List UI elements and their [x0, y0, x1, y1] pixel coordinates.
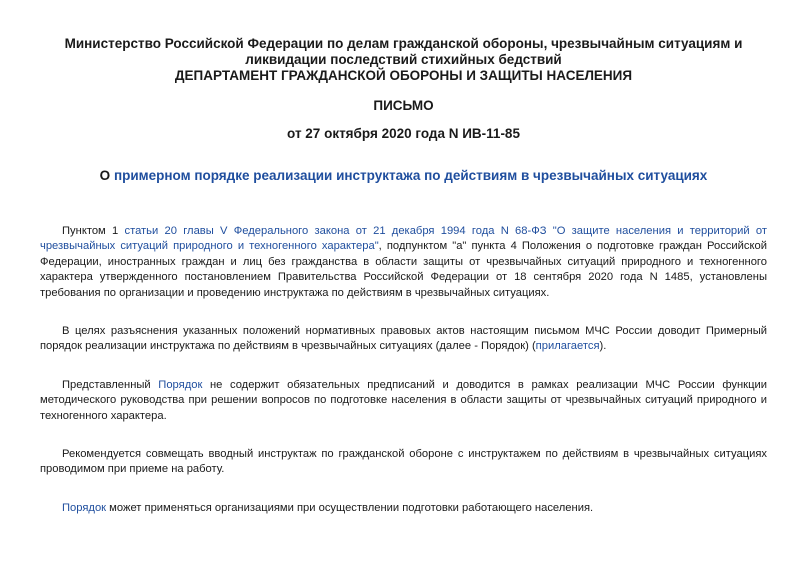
paragraph-5-text-end: может применяться организациями при осуществлении подготовки работающего населения.: [106, 501, 594, 514]
paragraph-3-text-end: не содержит обязательных предписаний и доводится в рамках реализации МЧС России функции методического руководства при решении вопросов по подготовке населения в области защиты от чрезвычайных ситуаций природного и техногенного характера.: [40, 378, 767, 422]
paragraph-3: [40, 378, 767, 424]
document-number: от 27 октября 2020 года N ИВ-11-85: [287, 126, 520, 141]
paragraph-4-text: Рекомендуется совмещать вводный инструктаж по гражданской обороне с инструктажем по действиям в чрезвычайных ситуациях проводимом при приеме на работу.: [40, 448, 767, 476]
paragraph-2-text-start: В целях разъяснения указанных положений нормативных правовых актов настоящим письмом МЧС России доводит Примерный порядок реализации инструктажа по действиям в чрезвычайных ситуациях (далее - Порядок) (: [40, 325, 767, 353]
document-body: [40, 224, 767, 516]
paragraph-3-text-start: Представленный: [62, 378, 159, 391]
order-link-2[interactable]: Порядок: [62, 501, 107, 514]
paragraph-1: [40, 224, 767, 301]
paragraph-1-text-start: Пунктом 1: [62, 225, 125, 237]
ministry-name-line1: Министерство Российской Федерации по делам гражданской обороны, чрезвычайным ситуациям и: [64, 36, 743, 51]
paragraph-2: [40, 324, 767, 355]
order-link[interactable]: Порядок: [158, 378, 203, 391]
federal-law-link[interactable]: статьи 20 главы V Федерального закона от 21 декабря 1994 года N 68-ФЗ "О защите населения и территорий от чрезвычайных ситуаций природного и техногенного характера": [40, 225, 767, 253]
ministry-name-line2: ликвидации последствий стихийных бедствий: [245, 52, 562, 67]
subject-prefix: О: [99, 168, 114, 183]
attachment-link[interactable]: прилагается: [535, 340, 600, 353]
paragraph-4: [40, 447, 767, 478]
document-subject: [40, 168, 767, 184]
document-page: [40, 36, 767, 539]
document-header: [40, 36, 767, 84]
paragraph-5: [40, 501, 767, 516]
department-name: ДЕПАРТАМЕНТ ГРАЖДАНСКОЙ ОБОРОНЫ И ЗАЩИТЫ НАСЕЛЕНИЯ: [174, 68, 633, 83]
paragraph-1-text-end: , подпунктом "а" пункта 4 Положения о подготовке граждан Российской Федерации, иностранных граждан и лиц без гражданства в области защиты от чрезвычайных ситуаций природного и техногенного характера утвержденного постановлением Правительства Российской Федерации от 18 сентября 2020 года N 1485, установлены требования по организации и проведению инструктажа по действиям в чрезвычайных ситуациях.: [40, 240, 767, 299]
subject-link[interactable]: примерном порядке реализации инструктажа по действиям в чрезвычайных ситуациях: [113, 168, 708, 183]
document-type: ПИСЬМО: [373, 98, 434, 113]
paragraph-2-text-end: ).: [599, 340, 607, 353]
